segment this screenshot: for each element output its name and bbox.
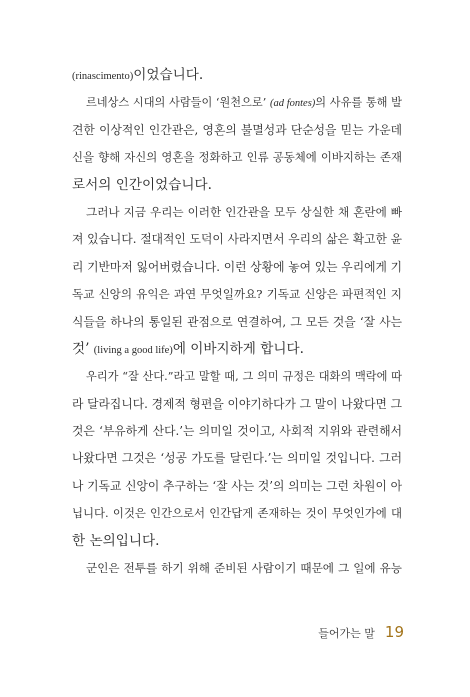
text-line xyxy=(72,336,402,363)
text-run: 우리가 “잘 산다.”라고 말할 때, 그 의미 규정은 대화의 맥락에 따 xyxy=(86,370,402,384)
text-line xyxy=(72,555,402,582)
latin-gloss: (rinascimento) xyxy=(72,71,134,82)
page-footer xyxy=(318,623,404,641)
text-line xyxy=(72,226,402,253)
text-line xyxy=(72,528,402,555)
text-run: 의 사유를 통해 발 xyxy=(315,96,402,110)
text-run: 것’ xyxy=(72,340,94,357)
text-run: 르네상스 시대의 사람들이 ‘원천으로’ xyxy=(86,96,270,110)
text-run: 군인은 전투를 하기 위해 준비된 사람이기 때문에 그 일에 유능 xyxy=(86,561,402,576)
text-line xyxy=(72,500,402,527)
text-line xyxy=(72,62,402,89)
text-run: 이었습니다. xyxy=(133,67,204,83)
latin-gloss: (living a good life) xyxy=(93,344,173,356)
running-title: 들어가는 말 xyxy=(318,627,375,640)
text-run: 견한 이상적인 인간관은, 영혼의 불멸성과 단순성을 믿는 가운데 xyxy=(72,122,402,137)
text-line xyxy=(72,144,402,171)
text-line xyxy=(72,418,402,445)
text-line xyxy=(72,254,402,281)
latin-gloss: (ad fontes) xyxy=(269,98,316,110)
text-run: 한 논의입니다. xyxy=(72,532,160,549)
text-run: 나 기독교 신앙이 추구하는 ‘잘 사는 것’의 의미는 그런 차원이 아 xyxy=(72,478,402,493)
text-run: 닙니다. 이것은 인간으로서 인간답게 존재하는 것이 무엇인가에 대 xyxy=(72,506,402,521)
text-run: 것은 ‘부유하게 산다.’는 의미일 것이고, 사회적 지위와 관련해서 xyxy=(72,424,402,439)
text-line xyxy=(72,89,402,116)
text-line xyxy=(72,473,402,500)
text-run: 져 있습니다. 절대적인 도덕이 사라지면서 우리의 삶은 확고한 윤 xyxy=(72,232,403,247)
text-run: 리 기반마저 잃어버렸습니다. 이런 상황에 놓여 있는 우리에게 기 xyxy=(72,259,403,274)
text-line xyxy=(72,172,402,199)
text-run: 라 달라집니다. 경제적 형편을 이야기하다가 그 말이 나왔다면 그 xyxy=(72,396,403,411)
text-run: 신을 향해 자신의 영혼을 정화하고 인류 공동체에 이바지하는 존재 xyxy=(72,150,402,165)
text-line xyxy=(72,363,402,390)
text-line xyxy=(72,117,402,144)
text-line xyxy=(72,445,402,472)
page-number: 19 xyxy=(384,623,404,641)
body-text xyxy=(72,62,402,582)
text-run: 그러나 지금 우리는 이러한 인간관을 모두 상실한 채 혼란에 빠 xyxy=(86,204,402,219)
text-run: 독교 신앙의 유익은 과연 무엇일까요? 기독교 신앙은 파편적인 지 xyxy=(72,287,402,302)
text-line xyxy=(72,309,402,336)
text-line xyxy=(72,199,402,226)
text-line xyxy=(72,281,402,308)
text-line xyxy=(72,391,402,418)
text-run: 나왔다면 그것은 ‘성공 가도를 달린다.’는 의미일 것입니다. 그러 xyxy=(72,451,402,466)
text-run: 에 이바지하게 합니다. xyxy=(172,340,304,357)
text-run: 식들을 하나의 통일된 관점으로 연결하여, 그 모든 것을 ‘잘 사는 xyxy=(72,314,402,329)
text-run: 로서의 인간이었습니다. xyxy=(72,176,212,193)
